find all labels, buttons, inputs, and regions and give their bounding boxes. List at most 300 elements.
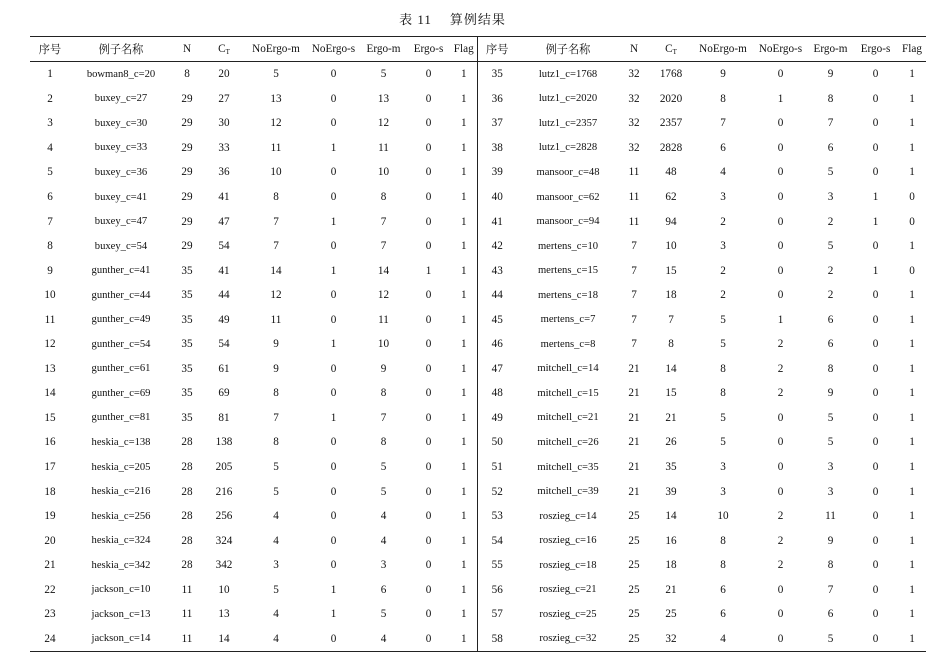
results-table [30,36,926,652]
cell-ct: 35 [665,461,677,474]
cell-ergo-m: 6 [380,583,387,596]
cell-seq: 18 [44,485,56,498]
table-row [30,504,926,529]
cell-ergo-s: 0 [425,92,432,105]
cell-n: 28 [181,559,193,572]
cell-ergo-m: 11 [825,510,836,523]
header-ct-main: C [665,42,673,55]
cell-name: roszieg_c=18 [539,559,597,571]
cell-ct: 18 [665,289,677,302]
cell-noergo-s: 0 [330,240,337,253]
cell-noergo-s: 0 [330,166,337,179]
cell-flag: 1 [909,240,915,253]
cell-ergo-m: 7 [827,583,834,596]
cell-flag: 0 [909,264,915,277]
cell-seq: 22 [44,583,56,596]
cell-name: buxey_c=30 [94,117,148,129]
cell-noergo-m: 8 [720,534,726,547]
header-row [30,37,926,62]
cell-flag: 1 [460,436,467,449]
cell-ergo-s: 0 [872,387,879,400]
cell-noergo-s: 0 [777,215,784,228]
cell-noergo-m: 6 [720,583,726,596]
cell-ct: 13 [218,608,230,621]
cell-noergo-s: 0 [330,68,337,81]
table-row [30,185,926,210]
cell-flag: 1 [460,289,467,302]
cell-flag: 1 [909,583,915,596]
cell-seq: 5 [47,166,53,179]
cell-seq: 24 [30,627,70,652]
cell-seq: 38 [477,136,517,161]
cell-noergo-m: 7 [720,117,726,130]
cell-n: 11 [628,166,640,179]
cell-flag: 1 [909,485,915,498]
cell-flag: 1 [909,141,915,154]
cell-ergo-s: 0 [425,559,432,572]
cell-name: bowman8_c=20 [86,68,156,80]
cell-flag: 1 [909,461,915,474]
cell-ergo-m: 5 [380,485,387,498]
cell-ergo-s: 0 [425,411,432,424]
cell-n: 35 [181,387,193,400]
cell-n: 32 [628,68,640,81]
cell-ergo-s: 0 [872,485,879,498]
cell-name: buxey_c=47 [94,216,148,228]
header-ergo-m: Ergo-m [808,37,853,62]
cell-noergo-s: 2 [777,362,784,375]
cell-n: 35 [181,264,193,277]
cell-ct: 15 [665,264,677,277]
cell-ergo-m: 6 [827,608,834,621]
cell-n: 25 [628,559,640,572]
cell-noergo-m: 6 [720,608,726,621]
cell-seq: 14 [44,387,56,400]
cell-ergo-s: 0 [406,627,451,652]
cell-name: heskia_c=324 [91,535,151,547]
table-row [30,258,926,283]
cell-name: lutz1_c=1768 [538,68,598,80]
cell-seq: 43 [477,258,517,283]
header-ct-sub: T [672,47,677,56]
cell-seq: 52 [477,479,517,504]
cell-n: 28 [181,485,193,498]
cell-name: buxey_c=33 [94,142,148,154]
cell-noergo-s: 0 [306,627,361,652]
cell-ct: 7 [668,313,674,326]
cell-name: mitchell_c=39 [537,486,599,498]
cell-n: 28 [181,510,193,523]
cell-noergo-m: 8 [720,559,726,572]
cell-seq: 58 [477,627,517,652]
cell-ergo-m: 9 [827,387,834,400]
cell-seq: 17 [44,461,56,474]
cell-flag: 1 [460,92,467,105]
cell-seq: 7 [47,215,53,228]
cell-name: buxey_c=54 [94,240,148,252]
cell-noergo-m: 5 [273,583,279,596]
cell-flag: 1 [909,338,915,351]
cell-ergo-s: 0 [872,289,879,302]
table-row [30,627,926,652]
cell-ct: 41 [218,191,230,203]
cell-ct: 25 [665,608,677,621]
cell-n: 35 [181,411,193,424]
header-name: 例子名称 [70,37,172,62]
cell-ergo-m: 8 [380,191,387,203]
cell-ergo-m: 5 [380,608,387,621]
cell-noergo-m: 4 [273,510,279,523]
cell-name: mitchell_c=35 [537,461,599,473]
cell-ergo-s: 0 [425,191,432,203]
cell-name: mertens_c=8 [540,338,596,350]
cell-ergo-m: 2 [827,215,834,228]
cell-ergo-m: 10 [377,338,390,351]
cell-n: 29 [181,141,193,154]
cell-ct: 62 [665,191,677,203]
cell-noergo-m: 3 [720,191,726,203]
cell-noergo-m: 5 [273,461,279,474]
cell-noergo-m: 11 [270,141,282,154]
cell-ergo-m: 5 [827,436,834,449]
table-row [30,160,926,185]
cell-ct: 15 [665,387,677,400]
cell-ergo-s: 0 [425,510,432,523]
cell-name: mansoor_c=62 [536,191,600,203]
cell-flag: 1 [460,240,467,253]
cell-ct: 33 [218,141,230,154]
cell-ct: 21 [665,583,677,596]
cell-n: 11 [181,583,193,596]
cell-noergo-s: 0 [330,191,337,203]
cell-seq: 37 [477,111,517,136]
cell-noergo-s: 0 [777,68,784,81]
cell-seq: 49 [477,406,517,431]
cell-name: heskia_c=216 [91,486,151,498]
cell-ergo-m: 9 [827,68,834,81]
table-row [30,602,926,627]
cell-ergo-m: 12 [377,289,390,302]
cell-ergo-s: 0 [425,461,432,474]
cell-ct: 14 [665,510,677,523]
cell-noergo-s: 1 [330,411,337,424]
cell-seq: 39 [477,160,517,185]
cell-ergo-s: 0 [425,240,432,253]
cell-n: 29 [181,117,193,130]
cell-ct: 54 [218,338,230,351]
cell-noergo-s: 1 [330,338,337,351]
cell-seq: 13 [44,362,56,375]
cell-seq: 6 [47,191,53,203]
header-n: N [172,37,202,62]
cell-ergo-s: 0 [872,92,879,105]
cell-ergo-m: 14 [377,264,390,277]
cell-noergo-s: 0 [753,627,808,652]
cell-ergo-m: 12 [377,117,390,130]
cell-ergo-s: 1 [872,215,879,228]
cell-noergo-s: 0 [330,461,337,474]
cell-name: roszieg_c=14 [539,510,597,522]
cell-ergo-s: 0 [425,338,432,351]
cell-n: 7 [631,240,637,253]
cell-seq: 21 [44,559,56,572]
cell-seq: 19 [44,510,56,523]
cell-ergo-s: 0 [425,215,432,228]
cell-ergo-s: 0 [872,510,879,523]
cell-ergo-m: 11 [378,313,389,326]
header-noergo-s: NoErgo-s [306,37,361,62]
cell-noergo-m: 7 [273,411,279,424]
cell-seq: 51 [477,455,517,480]
cell-ct: 256 [215,510,233,523]
cell-ergo-s: 0 [425,313,432,326]
cell-n: 21 [628,362,640,375]
cell-ct: 39 [665,485,677,498]
cell-n: 29 [181,92,193,105]
header-noergo-s: NoErgo-s [753,37,808,62]
cell-ergo-s: 0 [872,117,879,130]
cell-ct: 205 [215,461,233,474]
table-row [30,136,926,161]
cell-ergo-m: 8 [827,92,834,105]
cell-noergo-m: 6 [720,141,726,154]
cell-n: 35 [181,362,193,375]
cell-flag: 1 [909,68,915,81]
cell-name: mansoor_c=94 [536,216,600,228]
cell-noergo-s: 0 [777,583,784,596]
cell-ct: 69 [218,387,230,400]
cell-ct: 30 [218,117,230,130]
cell-seq: 46 [477,332,517,357]
cell-ct: 49 [218,313,230,326]
cell-noergo-m: 3 [720,485,726,498]
cell-flag: 0 [909,215,915,228]
cell-ergo-m: 6 [827,338,834,351]
cell-noergo-s: 2 [777,534,784,547]
cell-seq: 15 [44,411,56,424]
header-ergo-s: Ergo-s [406,37,451,62]
cell-ergo-m: 7 [380,240,387,253]
cell-noergo-s: 0 [330,289,337,302]
cell-ct: 20 [218,68,230,81]
cell-ct: 81 [218,411,230,424]
cell-ergo-m: 8 [827,362,834,375]
cell-n: 21 [628,461,640,474]
cell-n: 11 [628,215,640,228]
cell-noergo-s: 0 [777,289,784,302]
cell-name: lutz1_c=2357 [538,117,598,129]
cell-name: mertens_c=10 [537,240,599,252]
cell-seq: 2 [47,92,53,105]
cell-noergo-m: 8 [720,362,726,375]
cell-ergo-m: 3 [827,191,834,203]
cell-flag: 1 [909,313,915,326]
cell-name: mitchell_c=21 [537,412,599,424]
cell-n: 21 [628,411,640,424]
cell-flag: 1 [909,608,915,621]
cell-flag: 1 [451,627,477,652]
cell-name: buxey_c=41 [94,191,148,203]
cell-ergo-s: 0 [872,411,879,424]
cell-noergo-s: 0 [330,92,337,105]
cell-flag: 1 [460,264,467,277]
cell-ergo-s: 0 [872,583,879,596]
table-number: 表 11 [399,12,432,27]
cell-ct: 48 [665,166,677,179]
cell-ergo-s: 0 [872,608,879,621]
table-title [0,9,905,28]
cell-noergo-m: 5 [720,436,726,449]
cell-noergo-m: 4 [720,166,726,179]
cell-ergo-m: 4 [361,627,406,652]
header-noergo-m: NoErgo-m [693,37,753,62]
cell-noergo-m: 8 [273,436,279,449]
cell-noergo-m: 3 [720,240,726,253]
cell-ct: 27 [218,92,230,105]
cell-ergo-s: 0 [872,461,879,474]
cell-seq: 4 [47,141,53,154]
cell-ergo-s: 0 [872,362,879,375]
cell-seq: 20 [44,534,56,547]
cell-name: mitchell_c=26 [537,436,599,448]
cell-noergo-m: 9 [273,338,279,351]
cell-ergo-s: 0 [425,289,432,302]
cell-noergo-m: 7 [273,240,279,253]
cell-ct: 16 [665,534,677,547]
cell-noergo-m: 3 [720,461,726,474]
cell-noergo-s: 0 [330,313,337,326]
cell-ct: 2828 [659,141,683,154]
header-n: N [619,37,649,62]
cell-ergo-s: 1 [425,264,432,277]
cell-noergo-s: 1 [777,313,784,326]
header-ergo-s: Ergo-s [853,37,898,62]
cell-name: roszieg_c=32 [517,627,619,652]
header-ct [202,37,246,62]
header-ct-main: C [218,42,226,55]
table-row [30,381,926,406]
cell-name: jackson_c=13 [91,608,151,620]
cell-name: heskia_c=205 [91,461,151,473]
cell-noergo-s: 0 [777,411,784,424]
cell-name: buxey_c=36 [94,166,148,178]
cell-name: mertens_c=18 [537,289,599,301]
cell-noergo-m: 8 [273,387,279,400]
cell-flag: 1 [460,583,467,596]
cell-ergo-m: 6 [827,141,834,154]
cell-ergo-s: 0 [872,436,879,449]
cell-flag: 1 [909,559,915,572]
cell-noergo-m: 10 [717,510,729,523]
cell-ergo-m: 5 [380,68,387,81]
cell-ergo-s: 0 [872,338,879,351]
cell-ergo-m: 5 [827,411,834,424]
cell-flag: 1 [909,289,915,302]
cell-seq: 35 [477,62,517,87]
cell-ergo-s: 0 [872,534,879,547]
cell-ergo-m: 5 [827,166,834,179]
cell-seq: 45 [477,307,517,332]
cell-noergo-m: 11 [270,313,282,326]
cell-noergo-m: 2 [720,289,726,302]
cell-ergo-m: 5 [827,240,834,253]
cell-name: heskia_c=256 [91,510,151,522]
table-row [30,111,926,136]
cell-flag: 1 [909,117,915,130]
cell-ct: 61 [218,362,230,375]
cell-noergo-s: 0 [777,191,784,203]
cell-flag: 1 [460,362,467,375]
cell-ergo-m: 8 [380,436,387,449]
cell-noergo-s: 1 [330,608,337,621]
cell-noergo-s: 1 [330,264,337,277]
cell-n: 29 [181,166,193,179]
cell-flag: 1 [460,461,467,474]
cell-ergo-s: 0 [853,627,898,652]
cell-ct: 10 [665,240,677,253]
cell-flag: 1 [460,559,467,572]
cell-ergo-s: 0 [425,362,432,375]
cell-n: 29 [181,215,193,228]
cell-noergo-s: 0 [330,117,337,130]
cell-noergo-m: 10 [270,166,282,179]
cell-noergo-m: 8 [720,92,726,105]
cell-noergo-s: 0 [777,461,784,474]
cell-ct: 14 [202,627,246,652]
cell-flag: 1 [460,387,467,400]
cell-n: 35 [181,289,193,302]
header-flag: Flag [451,37,477,62]
cell-seq: 54 [477,528,517,553]
cell-ergo-m: 6 [827,313,834,326]
cell-flag: 1 [460,166,467,179]
cell-noergo-s: 2 [777,510,784,523]
cell-name: jackson_c=14 [70,627,172,652]
header-ergo-m: Ergo-m [361,37,406,62]
header-flag: Flag [898,37,926,62]
cell-name: gunther_c=69 [91,387,151,399]
cell-flag: 1 [460,338,467,351]
cell-ergo-m: 10 [377,166,390,179]
cell-seq: 10 [44,289,56,302]
cell-noergo-s: 0 [330,387,337,400]
cell-ergo-m: 5 [808,627,853,652]
cell-noergo-s: 2 [777,338,784,351]
cell-n: 25 [628,534,640,547]
cell-flag: 1 [909,411,915,424]
cell-flag: 1 [460,510,467,523]
cell-ergo-m: 8 [827,559,834,572]
cell-noergo-m: 9 [273,362,279,375]
cell-ergo-s: 0 [425,166,432,179]
table-row [30,357,926,382]
cell-flag: 1 [460,191,467,203]
cell-n: 11 [628,191,640,203]
cell-noergo-s: 0 [330,485,337,498]
table-row [30,479,926,504]
cell-name: lutz1_c=2020 [538,93,598,105]
cell-ergo-s: 0 [425,117,432,130]
cell-ct: 54 [218,240,230,253]
cell-name: roszieg_c=16 [539,535,597,547]
cell-ergo-m: 4 [380,534,387,547]
cell-ct: 10 [218,583,230,596]
cell-seq: 44 [477,283,517,308]
cell-seq: 47 [477,357,517,382]
cell-ct: 41 [218,264,230,277]
cell-n: 35 [181,338,193,351]
table-row [30,553,926,578]
